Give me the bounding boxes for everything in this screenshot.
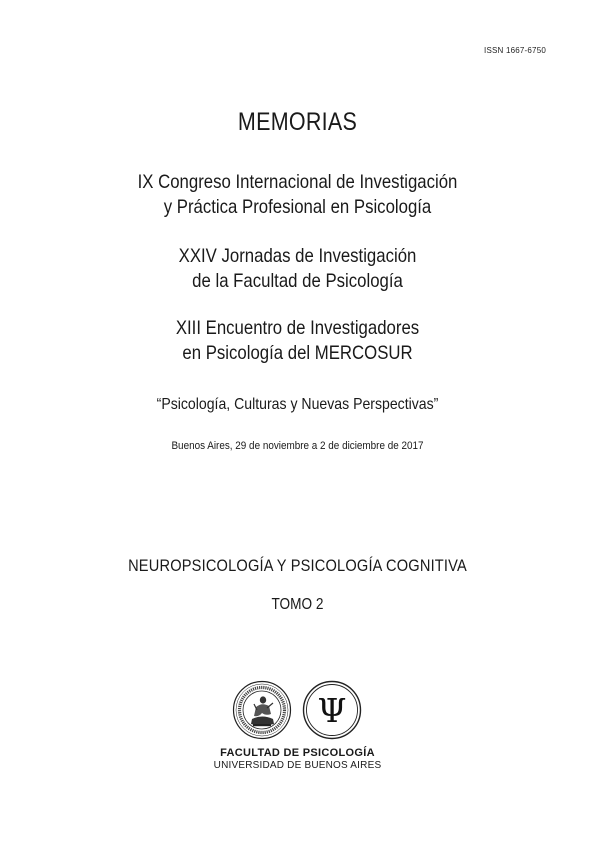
event-encuentro-line2: en Psicología del MERCOSUR (182, 342, 413, 364)
event-congreso-line2: y Práctica Profesional en Psicología (163, 196, 432, 218)
issn-number: ISSN 1667-6750 (484, 46, 546, 55)
event-encuentro-line1: XIII Encuentro de Investigadores (175, 317, 420, 339)
event-jornadas (42, 244, 554, 294)
university-name: UNIVERSIDAD DE BUENOS AIRES (213, 760, 382, 771)
event-jornadas-line1: XXIV Jornadas de Investigación (178, 245, 417, 267)
psi-glyph: Ψ (317, 691, 347, 730)
psi-symbol-icon (302, 680, 362, 740)
volume-label: TOMO 2 (271, 596, 324, 613)
event-encuentro (42, 316, 554, 366)
event-congreso-line1: IX Congreso Internacional de Investigación (137, 171, 458, 193)
document-title: MEMORIAS (237, 108, 358, 136)
faculty-name: FACULTAD DE PSICOLOGÍA (220, 747, 375, 759)
university-seal-icon (232, 680, 292, 740)
logo-group (0, 680, 595, 740)
event-congreso (42, 170, 554, 220)
congress-motto: “Psicología, Culturas y Nuevas Perspectivas” (156, 396, 439, 413)
event-dates: Buenos Aires, 29 de noviembre a 2 de diciembre de 2017 (171, 440, 424, 452)
event-jornadas-line2: de la Facultad de Psicología (192, 270, 403, 292)
section-title: NEUROPSICOLOGÍA Y PSICOLOGÍA COGNITIVA (128, 556, 467, 575)
